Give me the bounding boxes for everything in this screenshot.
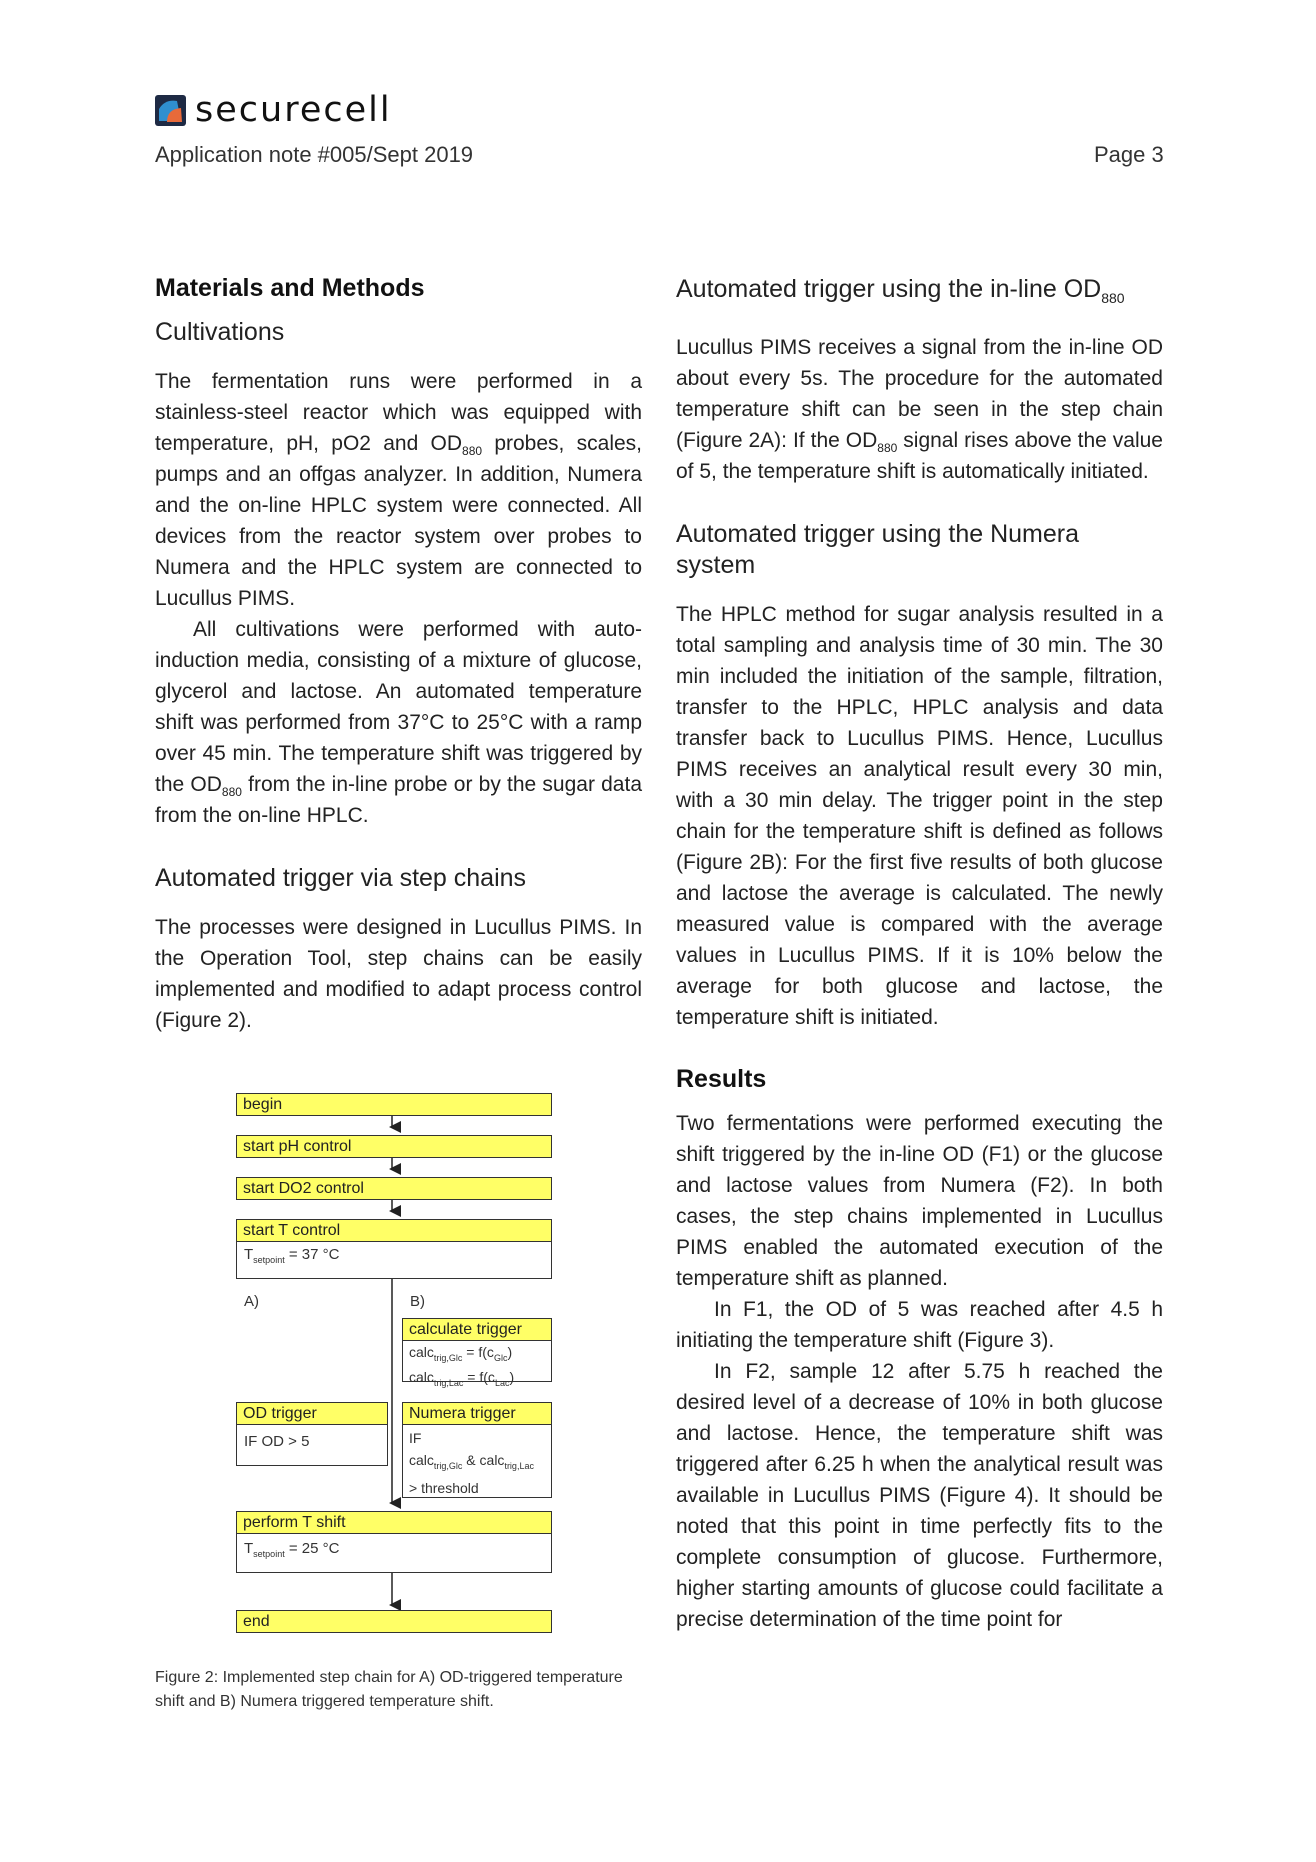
subheading-od-trigger: Automated trigger using the in-line $OD_{880}$ xyxy=(676,275,1125,306)
flow-step-start-ph: start pH control xyxy=(236,1135,552,1158)
paragraph-results-3: In F2, sample 12 after 5.75 h reached the desired level of a decrease of 10% in both glucose and lactose. Hence, the temperature shift was triggered after 6.25 h when the analytical result was available in Lucullus PIMS (Figure 4). It should be noted that this point in time perfectly fits to the complete consumption of glucose. Furthermore, higher starting amounts of glucose could facilitate a precise determination of the time point for xyxy=(676,1360,1163,1631)
branch-a-label: A) xyxy=(244,1293,259,1310)
figure-caption: Figure 2: Implemented step chain for A) OD-triggered temperature shift and B) Numera triggered temperature shift. xyxy=(155,1669,623,1710)
step-chain-figure xyxy=(236,1093,556,1633)
paragraph-step-chains: The processes were designed in Lucullus PIMS. In the Operation Tool, step chains can be easily implemented and modified to adapt process control (Figure 2). xyxy=(155,916,642,1032)
subheading-step-chains: Automated trigger via step chains xyxy=(155,864,527,892)
section-title-results: Results xyxy=(676,1065,767,1093)
paragraph-results-2: In F1, the OD of 5 was reached after 4.5 h initiating the temperature shift (Figure 3). xyxy=(676,1298,1163,1352)
flow-step-perform-shift: perform T shift $T_{setpoint} = 25$ °C xyxy=(236,1511,552,1573)
left-column xyxy=(155,274,642,1036)
flow-step-numera-trigger: Numera trigger IF calc$_{trig,Glc}$ & calc$_{trig,Lac}$ > threshold xyxy=(402,1402,552,1498)
paragraph-cultivations-1: The fermentation runs were performed in a stainless-steel reactor which was equipped with temperature, pH, pO2 and $OD_{880}$ probes, scales, pumps and an offgas analyzer. In addition, Numera and the on-line HPLC system were connected. All devices from the reactor system over probes to Numera and the HPLC system are connected to Lucullus PIMS. xyxy=(155,370,642,610)
subheading-cultivations: Cultivations xyxy=(155,318,285,346)
paragraph-cultivations-2: All cultivations were performed with auto-induction media, consisting of a mixture of glucose, glycerol and lactose. An automated temperature shift was performed from 37°C to 25°C with a ramp over 45 min. The temperature shift was triggered by the $OD_{880}$ from the in-line probe or by the sugar data from the on-line HPLC. xyxy=(155,618,643,827)
subheading-numera-trigger: Automated trigger using the Numera system xyxy=(676,520,1079,579)
paragraph-results-1: Two fermentations were performed executing the shift triggered by the in-line OD (F1) or the glucose and lactose values from Numera (F2). In both cases, the step chains implemented in Lucullus PIMS enabled the automated execution of the temperature shift as planned. xyxy=(676,1112,1163,1290)
flow-step-od-trigger: OD trigger IF OD > 5 xyxy=(236,1402,388,1466)
flow-step-calculate-trigger: calculate trigger calc$_{trig,Glc}$ = $f(c_{Glc})$ calc$_{trig,Lac}$ = $f(c_{Lac})$ xyxy=(402,1318,552,1382)
section-title-materials: Materials and Methods xyxy=(155,274,425,302)
flow-step-start-do2: start DO2 control xyxy=(236,1177,552,1200)
securecell-logo xyxy=(155,90,392,130)
brand-name: securecell xyxy=(195,90,392,130)
branch-b-label: B) xyxy=(410,1293,425,1310)
paragraph-od-trigger: Lucullus PIMS receives a signal from the in-line OD about every 5s. The procedure for the automated temperature shift can be seen in the step chain (Figure 2A): If the $OD_{880}$ signal rises above the value of 5, the temperature shift is automatically initiated. xyxy=(676,336,1163,483)
securecell-logo-icon xyxy=(155,95,186,126)
flow-step-start-t: start T control $T_{setpoint} = 37$ °C xyxy=(236,1219,552,1279)
flow-step-begin: begin xyxy=(236,1093,552,1116)
paragraph-numera-trigger: The HPLC method for sugar analysis resulted in a total sampling and analysis time of 30 min. The 30 min included the initiation of the sample, filtration, transfer to the HPLC, HPLC analysis and data transfer back to Lucullus PIMS. Hence, Lucullus PIMS receives an analytical result every 30 min, with a 30 min delay. The trigger point in the step chain for the temperature shift is defined as follows (Figure 2B): For the first five results of both glucose and lactose the average is calculated. The newly measured value is compared with the average values in Lucullus PIMS. If it is 10% below the average for both glucose and lactose, the temperature shift is initiated. xyxy=(676,603,1163,1029)
right-column xyxy=(676,274,1163,1635)
flow-step-end: end xyxy=(236,1610,552,1633)
page-number: Page 3 xyxy=(1094,142,1164,167)
application-note-label: Application note #005/Sept 2019 xyxy=(155,142,474,167)
